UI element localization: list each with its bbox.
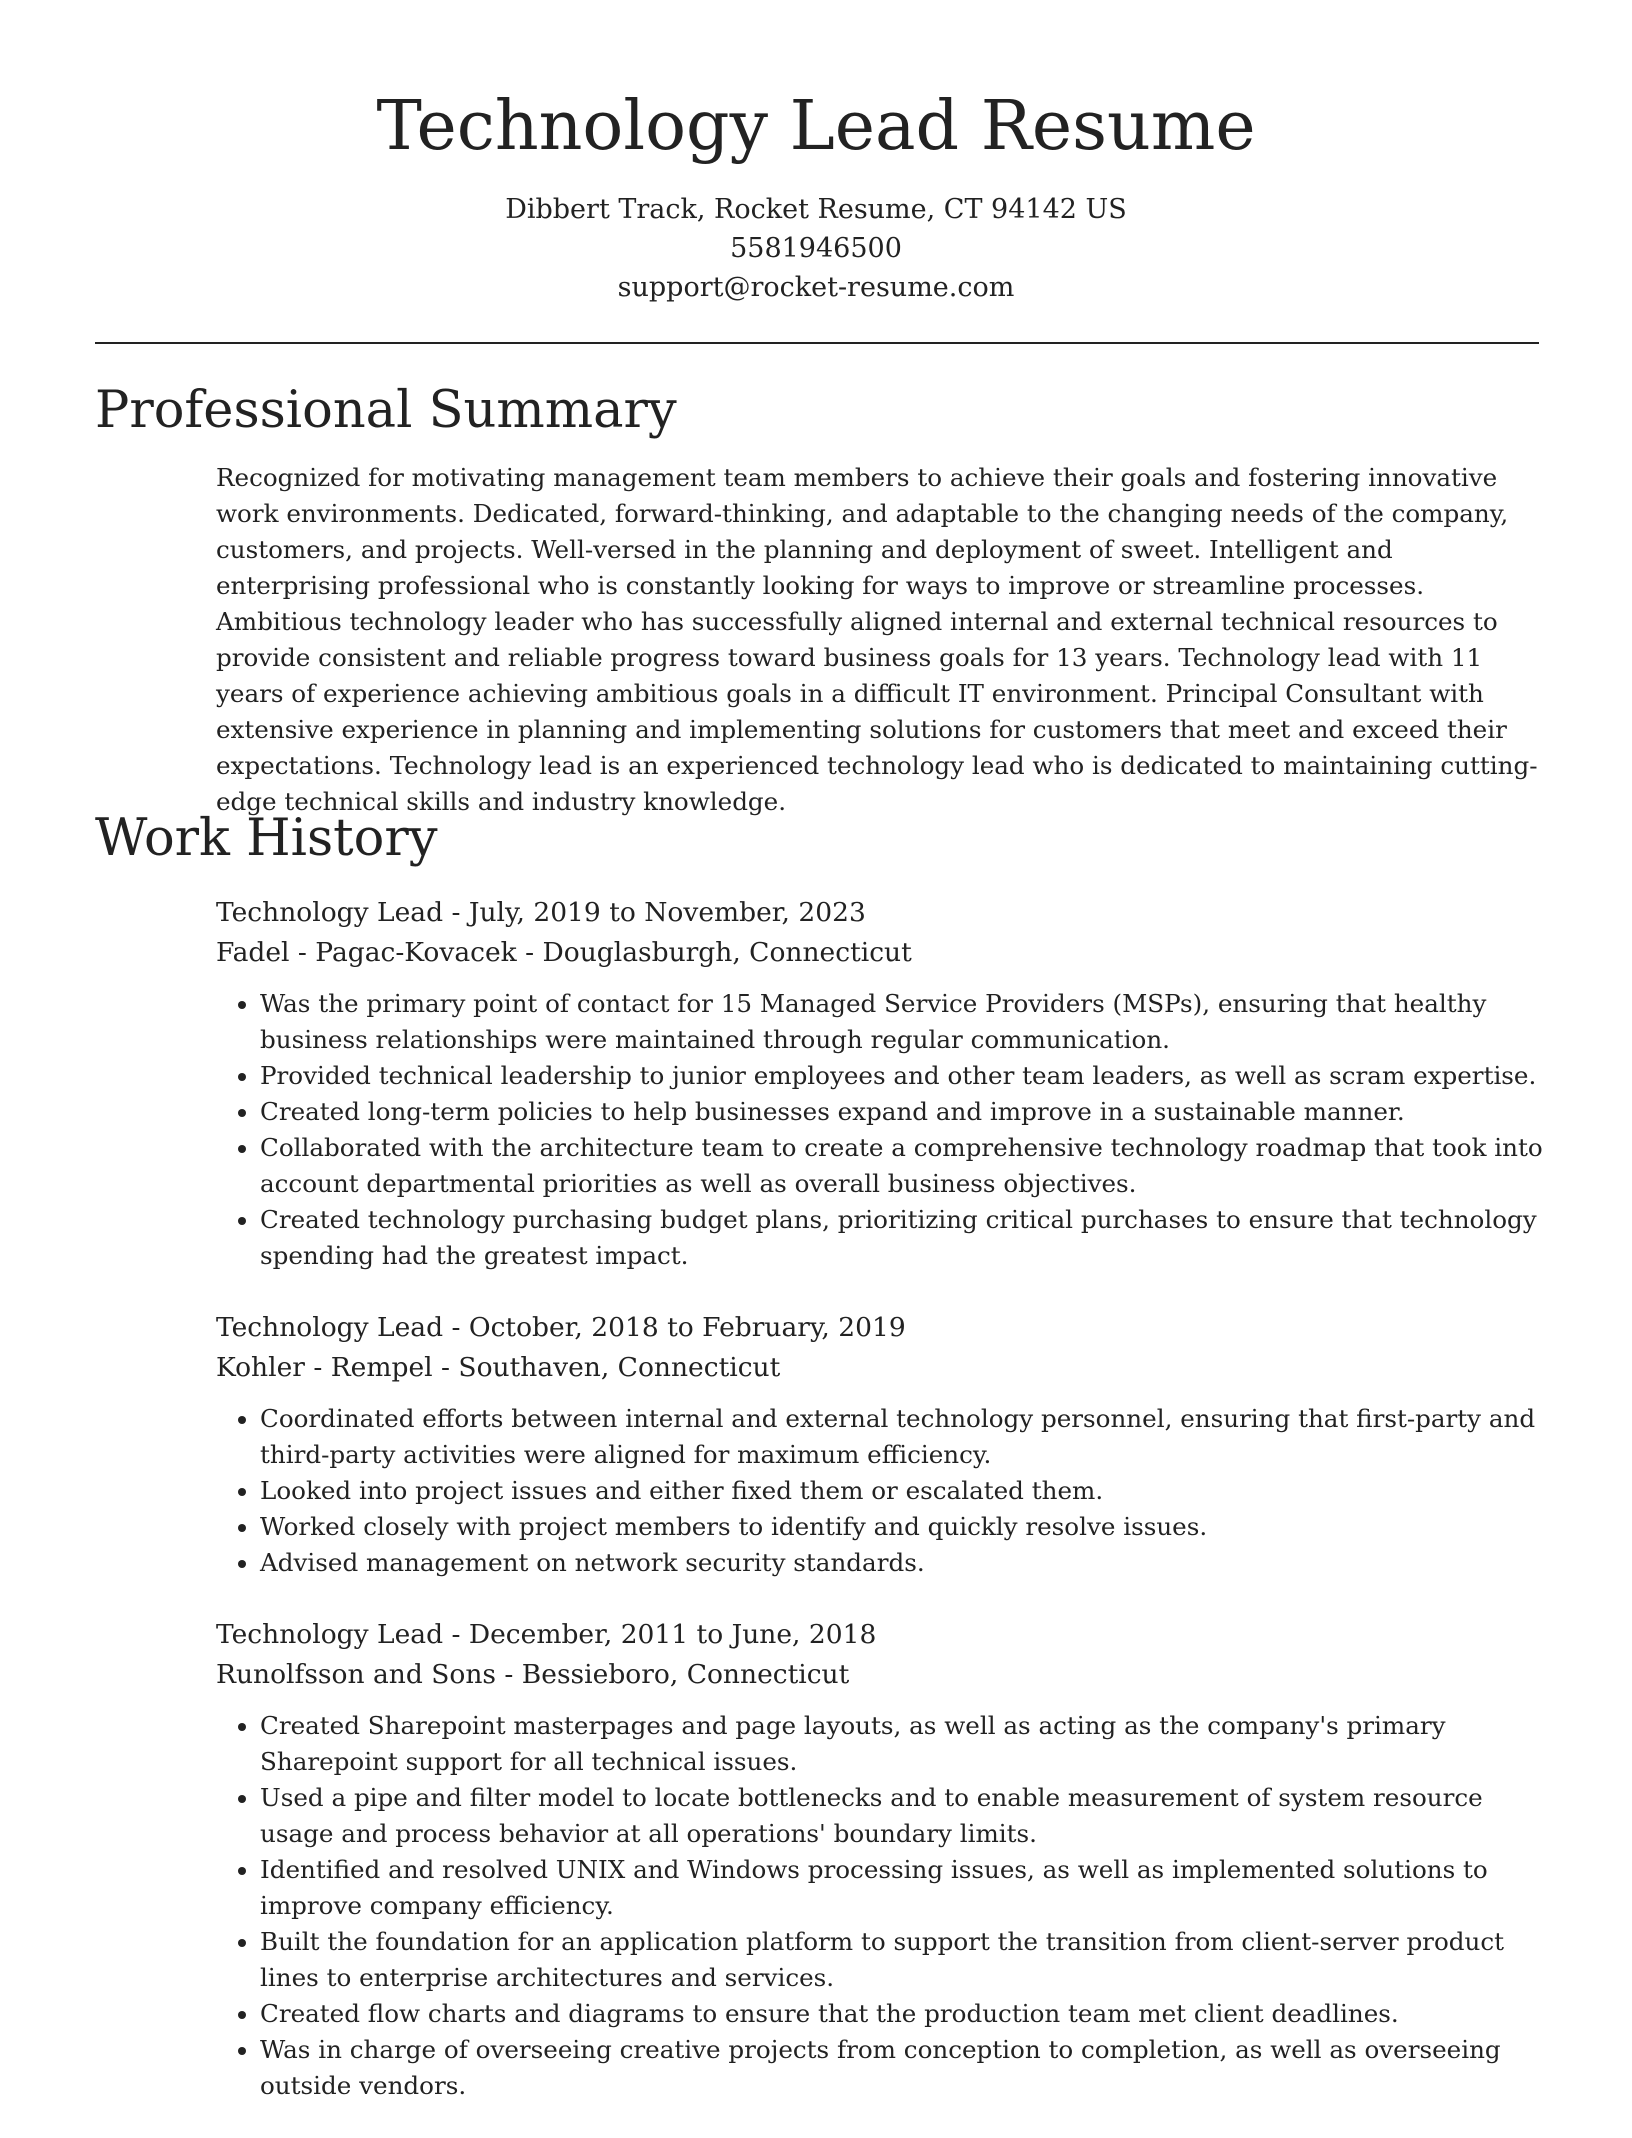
- job-bullet: • Created technology purchasing budget plans, prioritizing critical purchases to ensure that technology spending had the greatest impact.: [260, 1202, 1546, 1274]
- job-location: - Douglasburgh, Connecticut: [516, 937, 912, 968]
- job-bullet: • Created Sharepoint masterpages and page layouts, as well as acting as the company's primary Sharepoint support for all technical issues.: [260, 1708, 1546, 1780]
- job-entry-3: [216, 1615, 1546, 2104]
- job-bullets: [216, 1708, 1546, 2104]
- job-company: Kohler - Rempel: [216, 1352, 433, 1383]
- job-location: - Bessieboro, Connecticut: [496, 1659, 850, 1690]
- contact-info: [0, 190, 1632, 307]
- header-divider: [95, 342, 1539, 344]
- job-title-line: [216, 1308, 1546, 1348]
- job-title-line: [216, 893, 1546, 933]
- job-company-line: [216, 933, 1546, 973]
- job-location: - Southaven, Connecticut: [432, 1352, 781, 1383]
- work-history-heading: Work History: [95, 809, 438, 868]
- job-company: Runolfsson and Sons: [216, 1659, 496, 1690]
- job-company-line: [216, 1655, 1546, 1695]
- summary-text: Recognized for motivating management team members to achieve their goals and fostering innovative work environments. Dedicated, forward-thinking, and adaptable to the changing needs of the company, customers, and projects. Well-versed in the planning and deployment of sweet. Intelligent and enterprising professional who is constantly looking for ways to improve or streamline processes. Ambitious technology leader who has successfully aligned internal and external technical resources to provide consistent and reliable progress toward business goals for 13 years. Technology lead with 11 years of experience achieving ambitious goals in a difficult IT environment. Principal Consultant with extensive experience in planning and implementing solutions for customers that meet and exceed their expectations. Technology lead is an experienced technology lead who is dedicated to maintaining cutting-edge technical skills and industry knowledge.: [216, 463, 1538, 816]
- job-bullet: • Was in charge of overseeing creative projects from conception to completion, as well as overseeing outside vendors.: [260, 2032, 1546, 2104]
- job-bullets: [216, 1401, 1546, 1581]
- job-dates: - December, 2011 to June, 2018: [443, 1619, 877, 1650]
- job-title: Technology Lead: [216, 1619, 444, 1650]
- resume-title: Technology Lead Resume: [376, 87, 1256, 166]
- job-bullet: • Provided technical leadership to junior employees and other team leaders, as well as scram expertise.: [260, 1058, 1546, 1094]
- contact-phone: 5581946500: [730, 233, 902, 264]
- job-entry-1: [216, 893, 1546, 1274]
- job-bullet: • Used a pipe and filter model to locate bottlenecks and to enable measurement of system resource usage and process behavior at all operations' boundary limits.: [260, 1780, 1546, 1852]
- work-history-list: [216, 893, 1546, 2138]
- job-bullet: • Was the primary point of contact for 15 Managed Service Providers (MSPs), ensuring that healthy business relationships were maintained through regular communication.: [260, 986, 1546, 1058]
- job-bullet: • Looked into project issues and either fixed them or escalated them.: [260, 1473, 1546, 1509]
- job-title-line: [216, 1615, 1546, 1655]
- job-bullets: [216, 986, 1546, 1274]
- job-dates: - July, 2019 to November, 2023: [443, 897, 866, 928]
- job-bullet: • Built the foundation for an application platform to support the transition from client-server product lines to enterprise architectures and services.: [260, 1924, 1546, 1996]
- job-bullet: • Created flow charts and diagrams to ensure that the production team met client deadlines.: [260, 1996, 1546, 2032]
- job-bullet: • Worked closely with project members to identify and quickly resolve issues.: [260, 1509, 1546, 1545]
- contact-email: support@rocket-resume.com: [617, 272, 1015, 303]
- resume-header: [0, 0, 1632, 307]
- job-bullet: • Created long-term policies to help businesses expand and improve in a sustainable manner.: [260, 1094, 1546, 1130]
- contact-address: Dibbert Track, Rocket Resume, CT 94142 US: [505, 194, 1127, 225]
- job-bullet: • Identified and resolved UNIX and Windows processing issues, as well as implemented solutions to improve company efficiency.: [260, 1852, 1546, 1924]
- job-title: Technology Lead: [216, 897, 444, 928]
- job-bullet: • Advised management on network security standards.: [260, 1545, 1546, 1581]
- job-dates: - October, 2018 to February, 2019: [443, 1312, 906, 1343]
- job-company: Fadel - Pagac-Kovacek: [216, 937, 517, 968]
- job-company-line: [216, 1348, 1546, 1388]
- job-bullet: • Coordinated efforts between internal and external technology personnel, ensuring that first-party and third-party activities were aligned for maximum efficiency.: [260, 1401, 1546, 1473]
- summary-heading: Professional Summary: [95, 381, 677, 440]
- job-bullet: • Collaborated with the architecture team to create a comprehensive technology roadmap that took into account departmental priorities as well as overall business objectives.: [260, 1130, 1546, 1202]
- job-title: Technology Lead: [216, 1312, 444, 1343]
- job-entry-2: [216, 1308, 1546, 1581]
